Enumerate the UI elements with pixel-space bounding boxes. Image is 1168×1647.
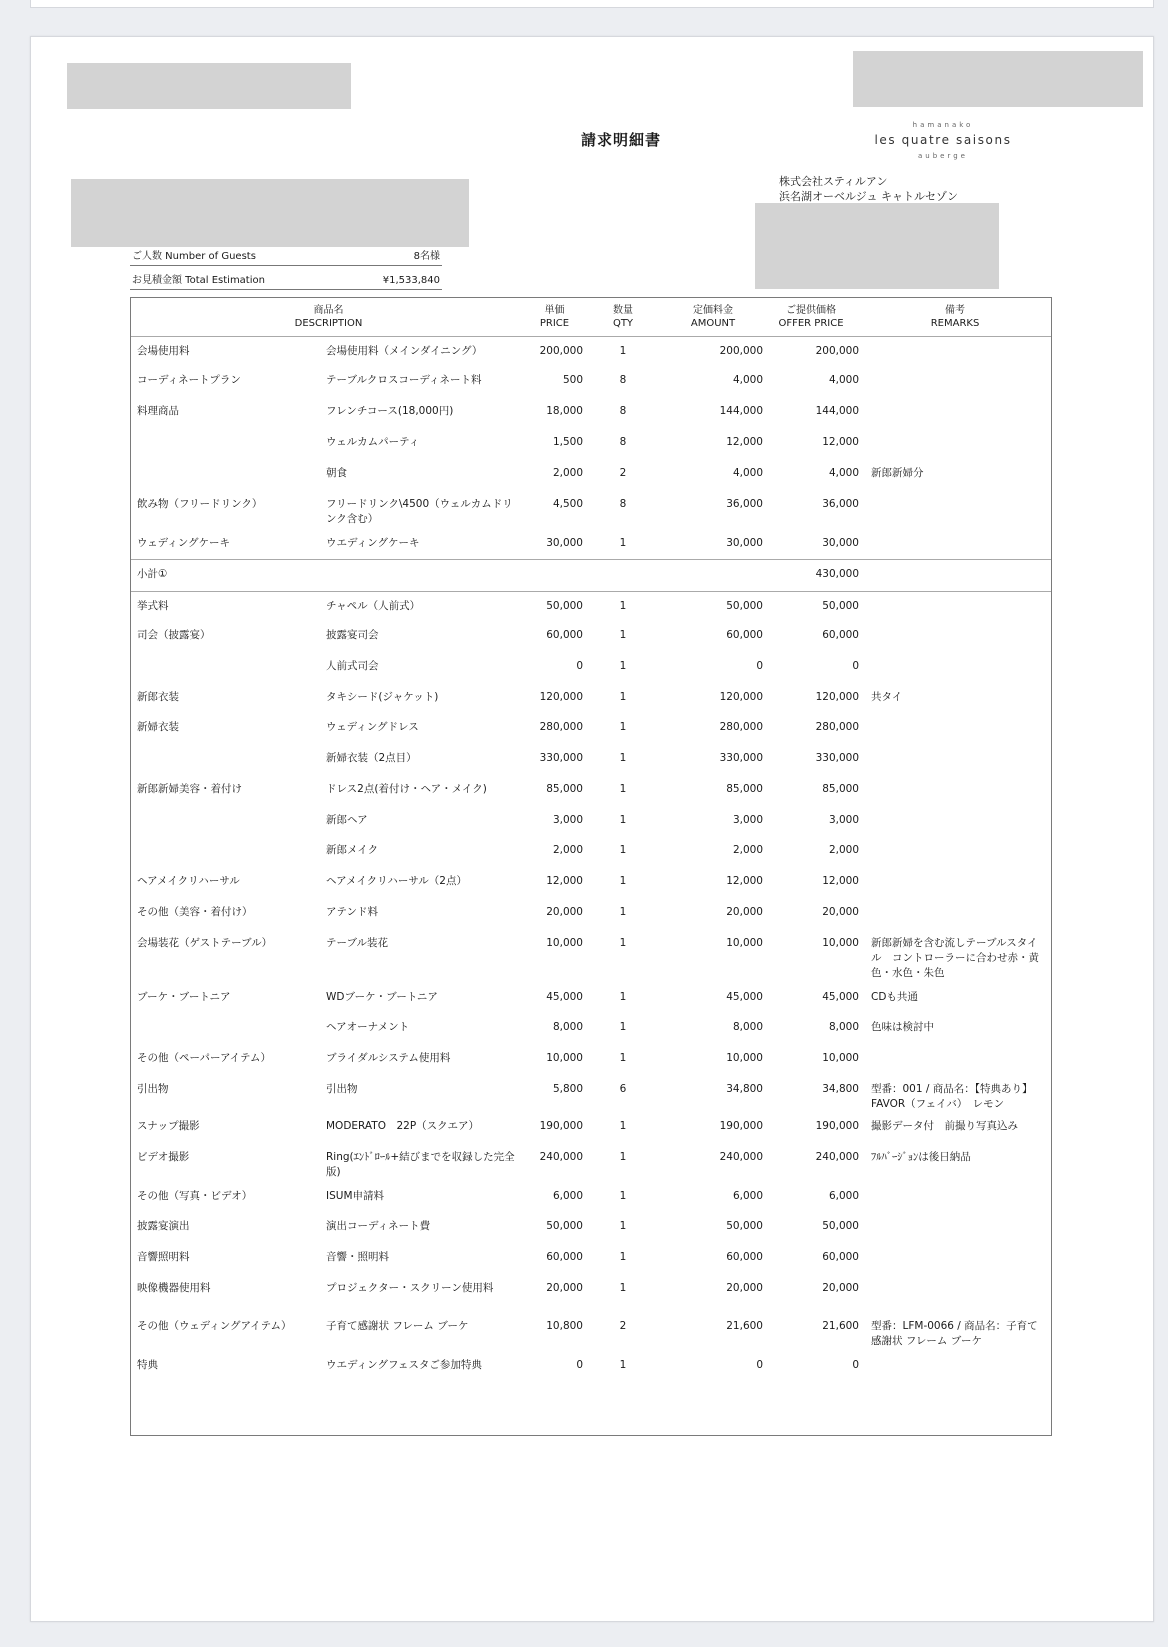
row-remarks bbox=[859, 1215, 1051, 1234]
row-item: ウエディングケーキ bbox=[326, 537, 420, 549]
redacted-block bbox=[755, 203, 999, 289]
row-qty: 1 bbox=[619, 906, 627, 918]
row-offer: 6,000 bbox=[828, 1190, 859, 1202]
row-item: 披露宴司会 bbox=[326, 629, 379, 641]
table-row bbox=[131, 1078, 1051, 1112]
row-offer: 12,000 bbox=[822, 436, 859, 448]
row-price: 20,000 bbox=[546, 906, 583, 918]
row-price: 120,000 bbox=[539, 691, 583, 703]
row-amount: 30,000 bbox=[726, 537, 763, 549]
row-qty: 1 bbox=[619, 1021, 627, 1033]
table-header bbox=[131, 298, 1051, 337]
row-item: 新郎メイク bbox=[326, 844, 379, 856]
document-title: 請求明細書 bbox=[580, 131, 661, 149]
row-qty: 8 bbox=[619, 498, 627, 510]
total-label: お見積金額 Total Estimation bbox=[132, 275, 265, 286]
header-description-jp: 商品名 bbox=[313, 305, 344, 316]
row-qty: 8 bbox=[619, 405, 627, 417]
row-item: チャペル（人前式） bbox=[326, 600, 421, 612]
company-name: 株式会社スティルアン bbox=[779, 175, 888, 188]
table-row bbox=[131, 839, 1051, 858]
row-remarks bbox=[859, 901, 1051, 920]
row-qty: 8 bbox=[619, 436, 627, 448]
row-price: 190,000 bbox=[539, 1120, 583, 1132]
table-row bbox=[131, 1315, 1051, 1349]
row-price: 45,000 bbox=[546, 991, 583, 1003]
table-row bbox=[131, 431, 1051, 450]
redacted-block bbox=[71, 179, 469, 247]
row-item: ウエディングフェスタご参加特典 bbox=[326, 1359, 482, 1371]
row-item: 子育て感謝状 フレーム ブーケ bbox=[326, 1320, 469, 1332]
row-category: 新郎新婦美容・着付け bbox=[137, 783, 242, 795]
header-qty bbox=[583, 298, 663, 336]
row-category: ビデオ撮影 bbox=[137, 1151, 190, 1163]
row-amount: 2,000 bbox=[732, 844, 763, 856]
row-offer: 36,000 bbox=[822, 498, 859, 510]
row-offer: 2,000 bbox=[828, 844, 859, 856]
row-price: 0 bbox=[576, 660, 583, 672]
table-row bbox=[131, 493, 1051, 527]
estimate-summary bbox=[130, 245, 442, 290]
row-qty: 1 bbox=[619, 844, 627, 856]
table-row bbox=[131, 1146, 1051, 1180]
row-remarks bbox=[859, 1047, 1051, 1066]
row-price: 5,800 bbox=[552, 1083, 583, 1095]
row-remarks bbox=[859, 340, 1051, 359]
row-remarks bbox=[859, 747, 1051, 766]
row-price: 0 bbox=[576, 1359, 583, 1371]
header-description-en: DESCRIPTION bbox=[294, 318, 363, 329]
row-item: テーブル装花 bbox=[326, 937, 389, 949]
row-item: アテンド料 bbox=[326, 906, 378, 918]
row-amount: 280,000 bbox=[719, 721, 763, 733]
row-item bbox=[326, 560, 526, 591]
row-item: 会場使用料（メインダイニング） bbox=[326, 345, 483, 357]
table-row bbox=[131, 986, 1051, 1005]
row-category bbox=[131, 809, 326, 828]
row-remarks bbox=[859, 431, 1051, 450]
row-qty: 1 bbox=[619, 1190, 627, 1202]
row-category: 特典 bbox=[137, 1359, 158, 1371]
subtotal-row bbox=[131, 559, 1051, 592]
row-category bbox=[131, 839, 326, 858]
row-category bbox=[131, 431, 326, 450]
row-remarks bbox=[859, 624, 1051, 643]
table-row bbox=[131, 1354, 1051, 1373]
row-offer: 190,000 bbox=[815, 1120, 859, 1132]
row-qty: 1 bbox=[619, 1120, 627, 1132]
header-price-en: PRICE bbox=[539, 318, 570, 329]
row-category: スナップ撮影 bbox=[137, 1120, 200, 1132]
row-category: 会場装花（ゲストテーブル） bbox=[137, 937, 273, 949]
row-price: 330,000 bbox=[539, 752, 583, 764]
guests-row bbox=[130, 245, 442, 266]
row-amount: 12,000 bbox=[726, 436, 763, 448]
row-item: ヘアオーナメント bbox=[326, 1021, 410, 1033]
row-category bbox=[131, 655, 326, 674]
table-row bbox=[131, 716, 1051, 735]
row-amount: 50,000 bbox=[726, 600, 763, 612]
row-amount: 330,000 bbox=[719, 752, 763, 764]
row-category: その他（ペーパーアイテム） bbox=[137, 1052, 271, 1064]
row-qty: 1 bbox=[619, 660, 627, 672]
row-price: 10,800 bbox=[546, 1320, 583, 1332]
row-offer: 20,000 bbox=[822, 906, 859, 918]
row-item: 人前式司会 bbox=[326, 660, 379, 672]
row-offer: 144,000 bbox=[815, 405, 859, 417]
row-remarks bbox=[859, 400, 1051, 419]
row-offer: 200,000 bbox=[815, 345, 859, 357]
row-category: その他（美容・着付け） bbox=[137, 906, 253, 918]
row-offer: 85,000 bbox=[822, 783, 859, 795]
row-offer: 10,000 bbox=[822, 1052, 859, 1064]
row-remarks: 共タイ bbox=[871, 691, 903, 703]
row-qty: 8 bbox=[619, 374, 627, 386]
row-amount: 36,000 bbox=[726, 498, 763, 510]
invoice-page bbox=[30, 36, 1154, 1622]
row-amount: 4,000 bbox=[732, 467, 763, 479]
row-category: ウェディングケーキ bbox=[137, 537, 231, 549]
row-offer: 60,000 bbox=[822, 629, 859, 641]
row-price: 4,500 bbox=[552, 498, 583, 510]
row-item: ドレス2点(着付け・ヘア・メイク) bbox=[326, 783, 487, 795]
row-amount: 45,000 bbox=[726, 991, 763, 1003]
header-amount-jp: 定価料金 bbox=[693, 305, 733, 316]
row-item: 新婦衣装（2点目） bbox=[326, 752, 417, 764]
row-amount: 21,600 bbox=[726, 1320, 763, 1332]
logo-top-text: hamanako bbox=[912, 121, 974, 129]
table-row bbox=[131, 369, 1051, 388]
row-qty: 1 bbox=[619, 1151, 627, 1163]
row-qty: 1 bbox=[619, 721, 627, 733]
row-remarks bbox=[859, 716, 1051, 735]
row-remarks bbox=[859, 870, 1051, 889]
row-qty: 1 bbox=[619, 345, 627, 357]
table-row bbox=[131, 1185, 1051, 1204]
row-qty: 1 bbox=[619, 752, 627, 764]
row-qty: 1 bbox=[619, 875, 627, 887]
row-price: 10,000 bbox=[546, 1052, 583, 1064]
total-value: ¥1,533,840 bbox=[382, 275, 440, 286]
row-remarks bbox=[859, 560, 1051, 591]
row-remarks: 型番：LFM-0066 / 商品名：子育て感謝状 フレーム ブーケ bbox=[871, 1320, 1038, 1347]
row-offer: 34,800 bbox=[822, 1083, 859, 1095]
table-row bbox=[131, 340, 1051, 359]
row-qty: 1 bbox=[619, 537, 627, 549]
row-remarks bbox=[859, 655, 1051, 674]
row-category bbox=[131, 1016, 326, 1035]
row-remarks bbox=[859, 493, 1051, 527]
row-price: 30,000 bbox=[546, 537, 583, 549]
row-amount: 12,000 bbox=[726, 875, 763, 887]
row-amount: 10,000 bbox=[726, 1052, 763, 1064]
table-row bbox=[131, 901, 1051, 920]
logo-bottom-text: auberge bbox=[918, 152, 968, 160]
row-amount: 0 bbox=[756, 660, 763, 672]
row-qty bbox=[583, 560, 663, 591]
row-remarks: CDも共通 bbox=[871, 991, 918, 1003]
table-row bbox=[131, 747, 1051, 766]
row-offer: 21,600 bbox=[822, 1320, 859, 1332]
redacted-block bbox=[853, 51, 1143, 107]
row-qty: 1 bbox=[619, 1052, 627, 1064]
row-qty: 1 bbox=[619, 814, 627, 826]
row-category bbox=[131, 747, 326, 766]
row-price: 240,000 bbox=[539, 1151, 583, 1163]
table-row bbox=[131, 932, 1051, 981]
table-row bbox=[131, 870, 1051, 889]
row-category: 司会（披露宴） bbox=[137, 629, 211, 641]
row-amount: 85,000 bbox=[726, 783, 763, 795]
table-row bbox=[131, 655, 1051, 674]
header-offer-price bbox=[763, 298, 859, 336]
row-price: 200,000 bbox=[539, 345, 583, 357]
header-offer-en: OFFER PRICE bbox=[778, 318, 844, 329]
row-category: ヘアメイクリハーサル bbox=[137, 875, 240, 887]
row-item: タキシード(ジャケット) bbox=[326, 691, 439, 703]
row-qty: 1 bbox=[619, 937, 627, 949]
table-row bbox=[131, 1277, 1051, 1296]
row-amount: 20,000 bbox=[726, 1282, 763, 1294]
row-offer: 240,000 bbox=[815, 1151, 859, 1163]
header-qty-jp: 数量 bbox=[613, 305, 633, 316]
row-remarks bbox=[859, 1185, 1051, 1204]
company-info bbox=[779, 174, 958, 204]
header-amount-en: AMOUNT bbox=[690, 318, 736, 329]
header-price bbox=[526, 298, 583, 336]
row-qty: 1 bbox=[619, 783, 627, 795]
row-price: 2,000 bbox=[552, 467, 583, 479]
row-category: 映像機器使用料 bbox=[137, 1282, 211, 1294]
row-item: WDブーケ・ブートニア bbox=[326, 991, 438, 1003]
row-remarks bbox=[859, 369, 1051, 388]
row-item: ウェルカムパーティ bbox=[326, 436, 420, 448]
guests-value: 8名様 bbox=[413, 251, 440, 262]
table-row bbox=[131, 400, 1051, 419]
row-price: 85,000 bbox=[546, 783, 583, 795]
row-item: フリードリンク\4500（ウェルカムドリンク含む） bbox=[326, 498, 513, 525]
redacted-block bbox=[67, 63, 351, 109]
row-price: 8,000 bbox=[552, 1021, 583, 1033]
invoice-table bbox=[130, 297, 1052, 1436]
row-qty: 1 bbox=[619, 1282, 627, 1294]
row-item: ウェディングドレス bbox=[326, 721, 419, 733]
row-price: 60,000 bbox=[546, 629, 583, 641]
table-row bbox=[131, 778, 1051, 797]
row-qty: 1 bbox=[619, 1251, 627, 1263]
row-amount: 144,000 bbox=[719, 405, 763, 417]
header-qty-en: QTY bbox=[612, 318, 634, 329]
row-remarks bbox=[859, 1354, 1051, 1373]
row-qty: 2 bbox=[619, 467, 627, 479]
row-price: 280,000 bbox=[539, 721, 583, 733]
row-offer: 120,000 bbox=[815, 691, 859, 703]
row-category: 料理商品 bbox=[137, 405, 179, 417]
row-item: MODERATO 22P（スクエア） bbox=[326, 1120, 479, 1132]
row-price: 18,000 bbox=[546, 405, 583, 417]
row-offer: 45,000 bbox=[822, 991, 859, 1003]
row-amount: 190,000 bbox=[719, 1120, 763, 1132]
table-row bbox=[131, 809, 1051, 828]
header-amount bbox=[663, 298, 763, 336]
header-description bbox=[131, 298, 526, 336]
row-amount: 20,000 bbox=[726, 906, 763, 918]
table-row bbox=[131, 595, 1051, 614]
row-offer: 20,000 bbox=[822, 1282, 859, 1294]
row-price bbox=[526, 560, 583, 591]
row-amount: 60,000 bbox=[726, 1251, 763, 1263]
row-category: その他（ウェディングアイテム） bbox=[137, 1320, 292, 1332]
row-qty: 1 bbox=[619, 600, 627, 612]
row-amount: 3,000 bbox=[732, 814, 763, 826]
row-offer: 12,000 bbox=[822, 875, 859, 887]
header-price-jp: 単価 bbox=[544, 305, 565, 316]
row-category: 披露宴演出 bbox=[137, 1220, 190, 1232]
previous-page-edge bbox=[30, 0, 1154, 8]
table-row bbox=[131, 1047, 1051, 1066]
row-remarks: 型番：001 / 商品名：【特典あり】FAVOR（フェイバ） レモン bbox=[871, 1083, 1033, 1110]
guests-label: ご人数 Number of Guests bbox=[132, 251, 256, 262]
row-qty: 1 bbox=[619, 991, 627, 1003]
row-remarks bbox=[859, 809, 1051, 828]
row-offer: 330,000 bbox=[815, 752, 859, 764]
row-category bbox=[131, 462, 326, 481]
row-remarks: 新郎新婦を含む流しテーブルスタイル コントローラーに合わせ赤・黄色・水色・朱色 bbox=[871, 937, 1039, 979]
total-row bbox=[130, 269, 442, 290]
row-price: 10,000 bbox=[546, 937, 583, 949]
row-item: プロジェクター・スクリーン使用料 bbox=[326, 1282, 494, 1294]
table-row bbox=[131, 1115, 1051, 1134]
row-qty: 1 bbox=[619, 1359, 627, 1371]
table-row bbox=[131, 1016, 1051, 1035]
row-item: 朝食 bbox=[326, 467, 347, 479]
table-row bbox=[131, 1246, 1051, 1265]
row-remarks bbox=[859, 595, 1051, 614]
logo-name-text: les quatre saisons bbox=[874, 133, 1012, 147]
row-qty: 1 bbox=[619, 691, 627, 703]
row-offer: 50,000 bbox=[822, 600, 859, 612]
row-price: 2,000 bbox=[552, 844, 583, 856]
row-category: 引出物 bbox=[137, 1083, 169, 1095]
row-remarks bbox=[859, 1246, 1051, 1265]
row-category: 新婦衣装 bbox=[137, 721, 179, 733]
table-row bbox=[131, 532, 1051, 551]
row-remarks bbox=[859, 778, 1051, 797]
row-offer: 0 bbox=[852, 1359, 859, 1371]
table-row bbox=[131, 1215, 1051, 1234]
header-offer-jp: ご提供価格 bbox=[786, 305, 836, 316]
row-amount: 240,000 bbox=[719, 1151, 763, 1163]
row-offer: 4,000 bbox=[828, 467, 859, 479]
row-price: 20,000 bbox=[546, 1282, 583, 1294]
row-item: Ring(ｴﾝﾄﾞﾛｰﾙ+結びまでを収録した完全版) bbox=[326, 1151, 515, 1178]
table-row bbox=[131, 462, 1051, 481]
row-amount: 50,000 bbox=[726, 1220, 763, 1232]
row-amount: 0 bbox=[756, 1359, 763, 1371]
header-remarks-en: REMARKS bbox=[930, 318, 980, 329]
row-remarks: 撮影データ付 前撮り写真込み bbox=[871, 1120, 1018, 1132]
row-remarks bbox=[859, 1277, 1051, 1296]
row-item: 演出コーディネート費 bbox=[326, 1220, 431, 1232]
row-item: ISUM申請料 bbox=[326, 1190, 385, 1202]
row-price: 12,000 bbox=[546, 875, 583, 887]
row-offer: 280,000 bbox=[815, 721, 859, 733]
row-amount: 34,800 bbox=[726, 1083, 763, 1095]
header-remarks-jp: 備考 bbox=[945, 305, 965, 316]
row-qty: 1 bbox=[619, 1220, 627, 1232]
row-item: ヘアメイクリハーサル（2点） bbox=[326, 875, 467, 887]
header-remarks bbox=[859, 298, 1051, 336]
table-row bbox=[131, 686, 1051, 705]
row-category: その他（写真・ビデオ） bbox=[137, 1190, 253, 1202]
row-remarks bbox=[859, 532, 1051, 551]
row-price: 6,000 bbox=[552, 1190, 583, 1202]
row-amount: 6,000 bbox=[732, 1190, 763, 1202]
row-offer: 8,000 bbox=[828, 1021, 859, 1033]
row-amount: 200,000 bbox=[719, 345, 763, 357]
venue-name: 浜名湖オーベルジュ キャトルセゾン bbox=[779, 190, 959, 203]
row-price: 3,000 bbox=[552, 814, 583, 826]
row-amount: 10,000 bbox=[726, 937, 763, 949]
row-price: 60,000 bbox=[546, 1251, 583, 1263]
row-remarks bbox=[859, 839, 1051, 858]
row-offer: 4,000 bbox=[828, 374, 859, 386]
row-category: ブーケ・ブートニア bbox=[137, 991, 231, 1003]
row-offer: 30,000 bbox=[822, 537, 859, 549]
row-price: 1,500 bbox=[552, 436, 583, 448]
row-price: 50,000 bbox=[546, 600, 583, 612]
row-category: 挙式料 bbox=[137, 600, 169, 612]
row-offer: 50,000 bbox=[822, 1220, 859, 1232]
row-amount: 8,000 bbox=[732, 1021, 763, 1033]
row-category: コーディネートプラン bbox=[137, 374, 241, 386]
row-remarks: 色味は検討中 bbox=[871, 1021, 934, 1033]
row-qty: 2 bbox=[619, 1320, 627, 1332]
subtotal-label: 小計① bbox=[137, 568, 168, 580]
row-category: 新郎衣装 bbox=[137, 691, 179, 703]
row-amount: 60,000 bbox=[726, 629, 763, 641]
row-item: 音響・照明料 bbox=[326, 1251, 389, 1263]
row-amount bbox=[663, 560, 763, 591]
row-category: 音響照明料 bbox=[137, 1251, 190, 1263]
row-item: 引出物 bbox=[326, 1083, 358, 1095]
row-item: 新郎ヘア bbox=[326, 814, 368, 826]
row-category: 会場使用料 bbox=[137, 345, 190, 357]
row-price: 50,000 bbox=[546, 1220, 583, 1232]
row-offer: 3,000 bbox=[828, 814, 859, 826]
row-qty: 6 bbox=[619, 1083, 627, 1095]
row-offer: 60,000 bbox=[822, 1251, 859, 1263]
brand-logo bbox=[853, 121, 1033, 160]
row-amount: 4,000 bbox=[732, 374, 763, 386]
row-item: フレンチコース(18,000円) bbox=[326, 405, 454, 417]
row-amount: 120,000 bbox=[719, 691, 763, 703]
row-category: 飲み物（フリードリンク） bbox=[137, 498, 263, 510]
row-offer: 0 bbox=[852, 660, 859, 672]
subtotal-value: 430,000 bbox=[815, 568, 859, 580]
row-price: 500 bbox=[562, 374, 583, 386]
row-remarks: 新郎新婦分 bbox=[871, 467, 924, 479]
row-offer: 10,000 bbox=[822, 937, 859, 949]
row-item: テーブルクロスコーディネート料 bbox=[326, 374, 482, 386]
row-item: ブライダルシステム使用料 bbox=[326, 1052, 451, 1064]
table-row bbox=[131, 624, 1051, 643]
row-remarks: ﾌﾙﾊﾞｰｼﾞｮﾝは後日納品 bbox=[871, 1151, 971, 1163]
row-qty: 1 bbox=[619, 629, 627, 641]
